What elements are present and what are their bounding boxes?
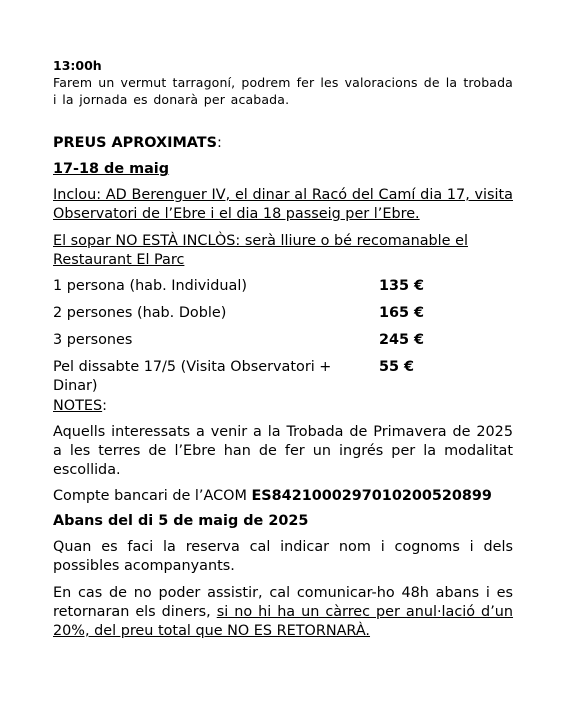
notes-heading-colon: : — [102, 398, 107, 414]
price-value: 55 € — [379, 359, 415, 375]
price-table — [53, 277, 513, 396]
price-label: Pel dissabte 17/5 (Visita Observatori + Dinar) — [53, 359, 332, 394]
deadline: Abans del di 5 de maig de 2025 — [53, 513, 309, 529]
prices-heading-title: PREUS APROXIMATS — [53, 135, 217, 151]
cancel-plain-text: En cas de no poder assistir, cal comunicar-ho 48h abans i es retornaran els diners, — [53, 585, 513, 620]
price-row — [53, 331, 513, 350]
price-row — [53, 358, 513, 396]
intro-time: 13:00h — [53, 58, 102, 73]
notes-heading — [53, 397, 513, 416]
reservation-note: Quan es faci la reserva cal indicar nom i cognoms i dels possibles acompanyants. — [53, 539, 513, 574]
notes-heading-title: NOTES — [53, 398, 103, 414]
cancel-underlined-text: si no hi ha un càrrec per anul·lació d’un 20%, del preu total que NO ES RETORNARÀ. — [53, 604, 514, 639]
price-row — [53, 277, 513, 296]
dinner-note-text: El sopar NO ESTÀ INCLÒS: serà lliure o bé recomanable el Restaurant El Parc — [53, 233, 468, 268]
document-page — [53, 58, 513, 641]
price-label: 2 persones (hab. Doble) — [53, 305, 227, 321]
prices-includes: Inclou: AD Berenguer IV, el dinar al Racó del Camí dia 17, visita Observatori de l’Ebre i el dia 18 passeig per l’Ebre. — [53, 187, 513, 222]
notes-interest: Aquells interessats a venir a la Trobada de Primavera de 2025 a les terres de l’Ebre han de fer un ingrés per la modalitat escollida. — [53, 424, 513, 478]
price-label: 1 persona (hab. Individual) — [53, 278, 247, 294]
cancellation-note — [53, 584, 513, 641]
account-label: Compte bancari de l’ACOM — [53, 488, 252, 504]
intro-text: Farem un vermut tarragoní, podrem fer les valoracions de la trobada i la jornada es donarà per acabada. — [53, 75, 513, 107]
price-value: 245 € — [379, 332, 425, 348]
account-number: ES8421000297010200520899 — [251, 488, 492, 504]
prices-heading-colon: : — [216, 135, 222, 151]
price-value: 135 € — [379, 278, 425, 294]
prices-dates: 17-18 de maig — [53, 161, 170, 177]
bank-account — [53, 487, 513, 506]
price-value: 165 € — [379, 305, 425, 321]
price-label: 3 persones — [53, 332, 133, 348]
price-row — [53, 304, 513, 323]
prices-heading — [53, 134, 513, 153]
prices-dinner-note — [53, 232, 513, 270]
